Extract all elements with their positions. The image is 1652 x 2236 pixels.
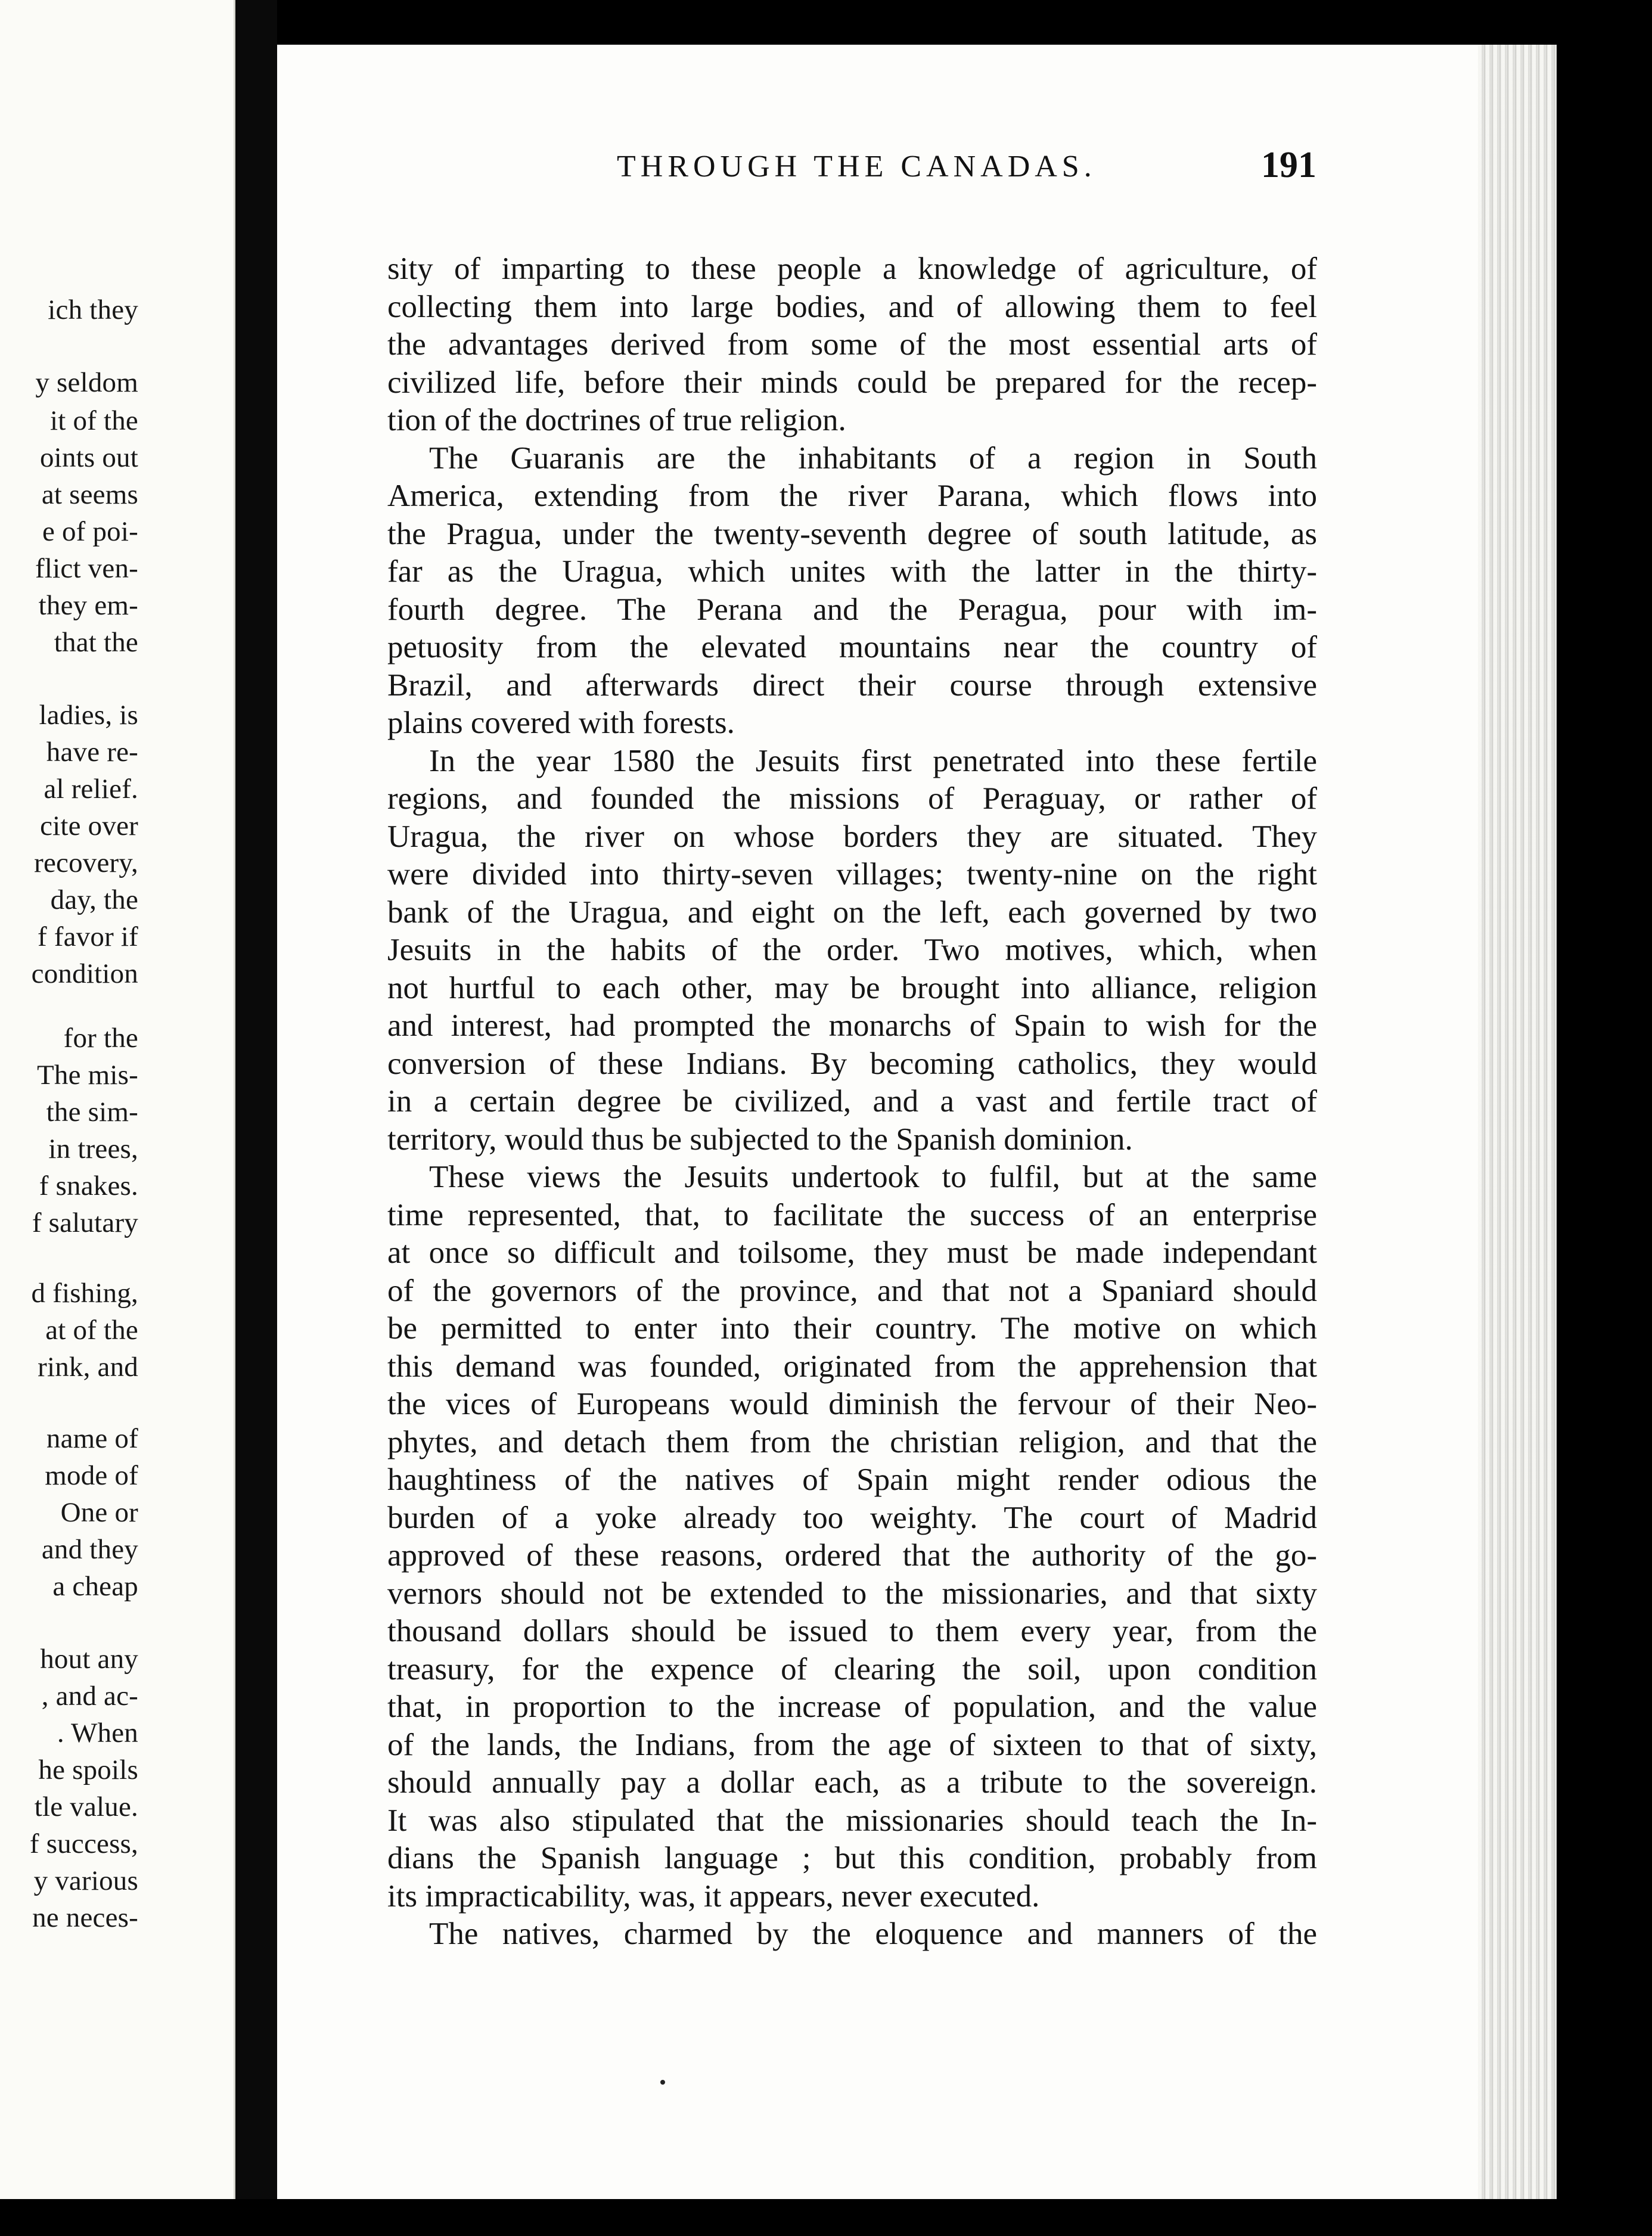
- fragment-line: recovery,: [34, 847, 138, 878]
- fragment-line: ich they: [48, 294, 138, 325]
- fragment-line: at seems: [41, 479, 138, 510]
- page-edges: [1478, 45, 1557, 2199]
- text-line: Jesuits in the habits of the order. Two motives, which, when: [387, 933, 1317, 967]
- text-line: collecting them into large bodies, and of allowing them to feel: [387, 289, 1317, 324]
- text-line: this demand was founded, originated from the apprehension that: [387, 1349, 1317, 1384]
- fragment-line: rink, and: [38, 1352, 138, 1383]
- fragment-line: f salutary: [32, 1207, 138, 1238]
- fragment-line: y seldom: [35, 367, 138, 398]
- fragment-line: a cheap: [52, 1571, 138, 1602]
- fragment-line: oints out: [39, 442, 138, 473]
- fragment-line: The mis-: [37, 1060, 138, 1091]
- text-line: fourth degree. The Perana and the Peragua, pour with im-: [387, 592, 1317, 627]
- fragment-line: it of the: [50, 405, 138, 436]
- text-line: be permitted to enter into their country. The motive on which: [387, 1311, 1317, 1346]
- fragment-line: mode of: [45, 1460, 138, 1491]
- text-line: time represented, that, to facilitate the success of an enterprise: [387, 1197, 1317, 1232]
- text-line: haughtiness of the natives of Spain might render odious the: [387, 1462, 1317, 1497]
- book-gutter: [235, 0, 277, 2199]
- text-line: sity of imparting to these people a knowledge of agriculture, of: [387, 251, 1317, 286]
- text-line: treasury, for the expence of clearing the soil, upon condition: [387, 1651, 1317, 1687]
- text-line: It was also stipulated that the missionaries should teach the In-: [387, 1803, 1317, 1838]
- fragment-line: the sim-: [46, 1097, 138, 1128]
- text-line: territory, would thus be subjected to the Spanish dominion.: [387, 1122, 1133, 1157]
- text-line: burden of a yoke already too weighty. The court of Madrid: [387, 1500, 1317, 1535]
- fragment-line: , and ac-: [41, 1681, 138, 1712]
- fragment-line: that the: [54, 627, 138, 658]
- fragment-line: for the: [63, 1023, 138, 1054]
- fragment-line: at of the: [45, 1315, 138, 1346]
- text-line: far as the Uragua, which unites with the latter in the thirty-: [387, 554, 1317, 589]
- text-line: that, in proportion to the increase of population, and the value: [387, 1690, 1317, 1724]
- text-line: The Guaranis are the inhabitants of a region in South: [429, 440, 1317, 476]
- text-line: Uragua, the river on whose borders they are situated. They: [387, 819, 1317, 854]
- fragment-line: tle value.: [34, 1791, 138, 1822]
- fragment-line: they em-: [38, 590, 138, 621]
- text-line: petuosity from the elevated mountains near the country of: [387, 630, 1317, 664]
- fragment-line: f success,: [29, 1828, 138, 1859]
- text-line: should annually pay a dollar each, as a tribute to the sovereign.: [387, 1765, 1317, 1800]
- fragment-line: hout any: [40, 1644, 138, 1675]
- text-line: regions, and founded the missions of Peraguay, or rather of: [387, 781, 1317, 816]
- text-line: and interest, had prompted the monarchs of Spain to wish for the: [387, 1008, 1317, 1043]
- text-line: Brazil, and afterwards direct their course through extensive: [387, 667, 1317, 703]
- fragment-line: condition: [31, 958, 138, 989]
- fragment-line: One or: [60, 1497, 138, 1528]
- text-line: approved of these reasons, ordered that the authority of the go-: [387, 1538, 1317, 1573]
- fragment-line: y various: [33, 1865, 138, 1896]
- text-line: These views the Jesuits undertook to fulfil, but at the same: [429, 1160, 1317, 1194]
- text-line: were divided into thirty-seven villages; twenty-nine on the right: [387, 857, 1317, 892]
- text-line: bank of the Uragua, and eight on the left, each governed by two: [387, 895, 1317, 930]
- text-line: The natives, charmed by the eloquence and manners of the: [429, 1917, 1317, 1951]
- text-line: civilized life, before their minds could be prepared for the recep-: [387, 365, 1317, 400]
- fragment-line: name of: [46, 1423, 138, 1454]
- fragment-line: and they: [41, 1534, 138, 1565]
- text-line: tion of the doctrines of true religion.: [387, 403, 846, 437]
- text-line: the advantages derived from some of the most essential arts of: [387, 327, 1317, 362]
- text-line: plains covered with forests.: [387, 706, 735, 740]
- text-line: of the lands, the Indians, from the age of sixteen to that of sixty,: [387, 1727, 1317, 1762]
- text-line: America, extending from the river Parana, which flows into: [387, 479, 1317, 513]
- fragment-line: have re-: [46, 737, 138, 768]
- text-line: at once so difficult and toilsome, they must be made independant: [387, 1235, 1317, 1270]
- body-text: [387, 250, 1317, 1954]
- text-line: of the governors of the province, and that not a Spaniard should: [387, 1273, 1317, 1308]
- running-head: THROUGH THE CANADAS.: [617, 150, 1097, 184]
- facing-page-fragment: [0, 0, 235, 2199]
- text-line: not hurtful to each other, may be brought into alliance, religion: [387, 970, 1317, 1005]
- fragment-line: . When: [57, 1718, 138, 1749]
- fragment-line: e of poi-: [42, 516, 138, 547]
- text-line: conversion of these Indians. By becoming catholics, they would: [387, 1046, 1317, 1081]
- fragment-line: d fishing,: [31, 1278, 138, 1309]
- fragment-line: cite over: [40, 810, 138, 841]
- text-line: the vices of Europeans would diminish the fervour of their Neo-: [387, 1387, 1317, 1421]
- fragment-line: f favor if: [37, 921, 138, 952]
- fragment-line: in trees,: [48, 1133, 138, 1164]
- text-line: in a certain degree be civilized, and a vast and fertile tract of: [387, 1084, 1317, 1119]
- fragment-line: f snakes.: [39, 1170, 138, 1201]
- text-line: phytes, and detach them from the christian religion, and that the: [387, 1424, 1317, 1459]
- printer-mark: [660, 2080, 665, 2085]
- fragment-line: flict ven-: [35, 553, 138, 584]
- fragment-line: al relief.: [44, 774, 138, 805]
- fragment-line: ladies, is: [39, 700, 138, 731]
- fragment-line: day, the: [50, 884, 138, 915]
- page-number: 191: [1261, 145, 1316, 185]
- fragment-line: ne neces-: [32, 1902, 138, 1933]
- fragment-line: he spoils: [38, 1754, 138, 1785]
- text-line: dians the Spanish language ; but this condition, probably from: [387, 1841, 1317, 1875]
- text-line: vernors should not be extended to the missionaries, and that sixty: [387, 1576, 1317, 1611]
- text-line: thousand dollars should be issued to them every year, from the: [387, 1614, 1317, 1648]
- text-line: In the year 1580 the Jesuits first penetrated into these fertile: [429, 743, 1317, 778]
- text-line: the Pragua, under the twenty-seventh degree of south latitude, as: [387, 516, 1317, 551]
- text-line: its impracticability, was, it appears, never executed.: [387, 1878, 1040, 1914]
